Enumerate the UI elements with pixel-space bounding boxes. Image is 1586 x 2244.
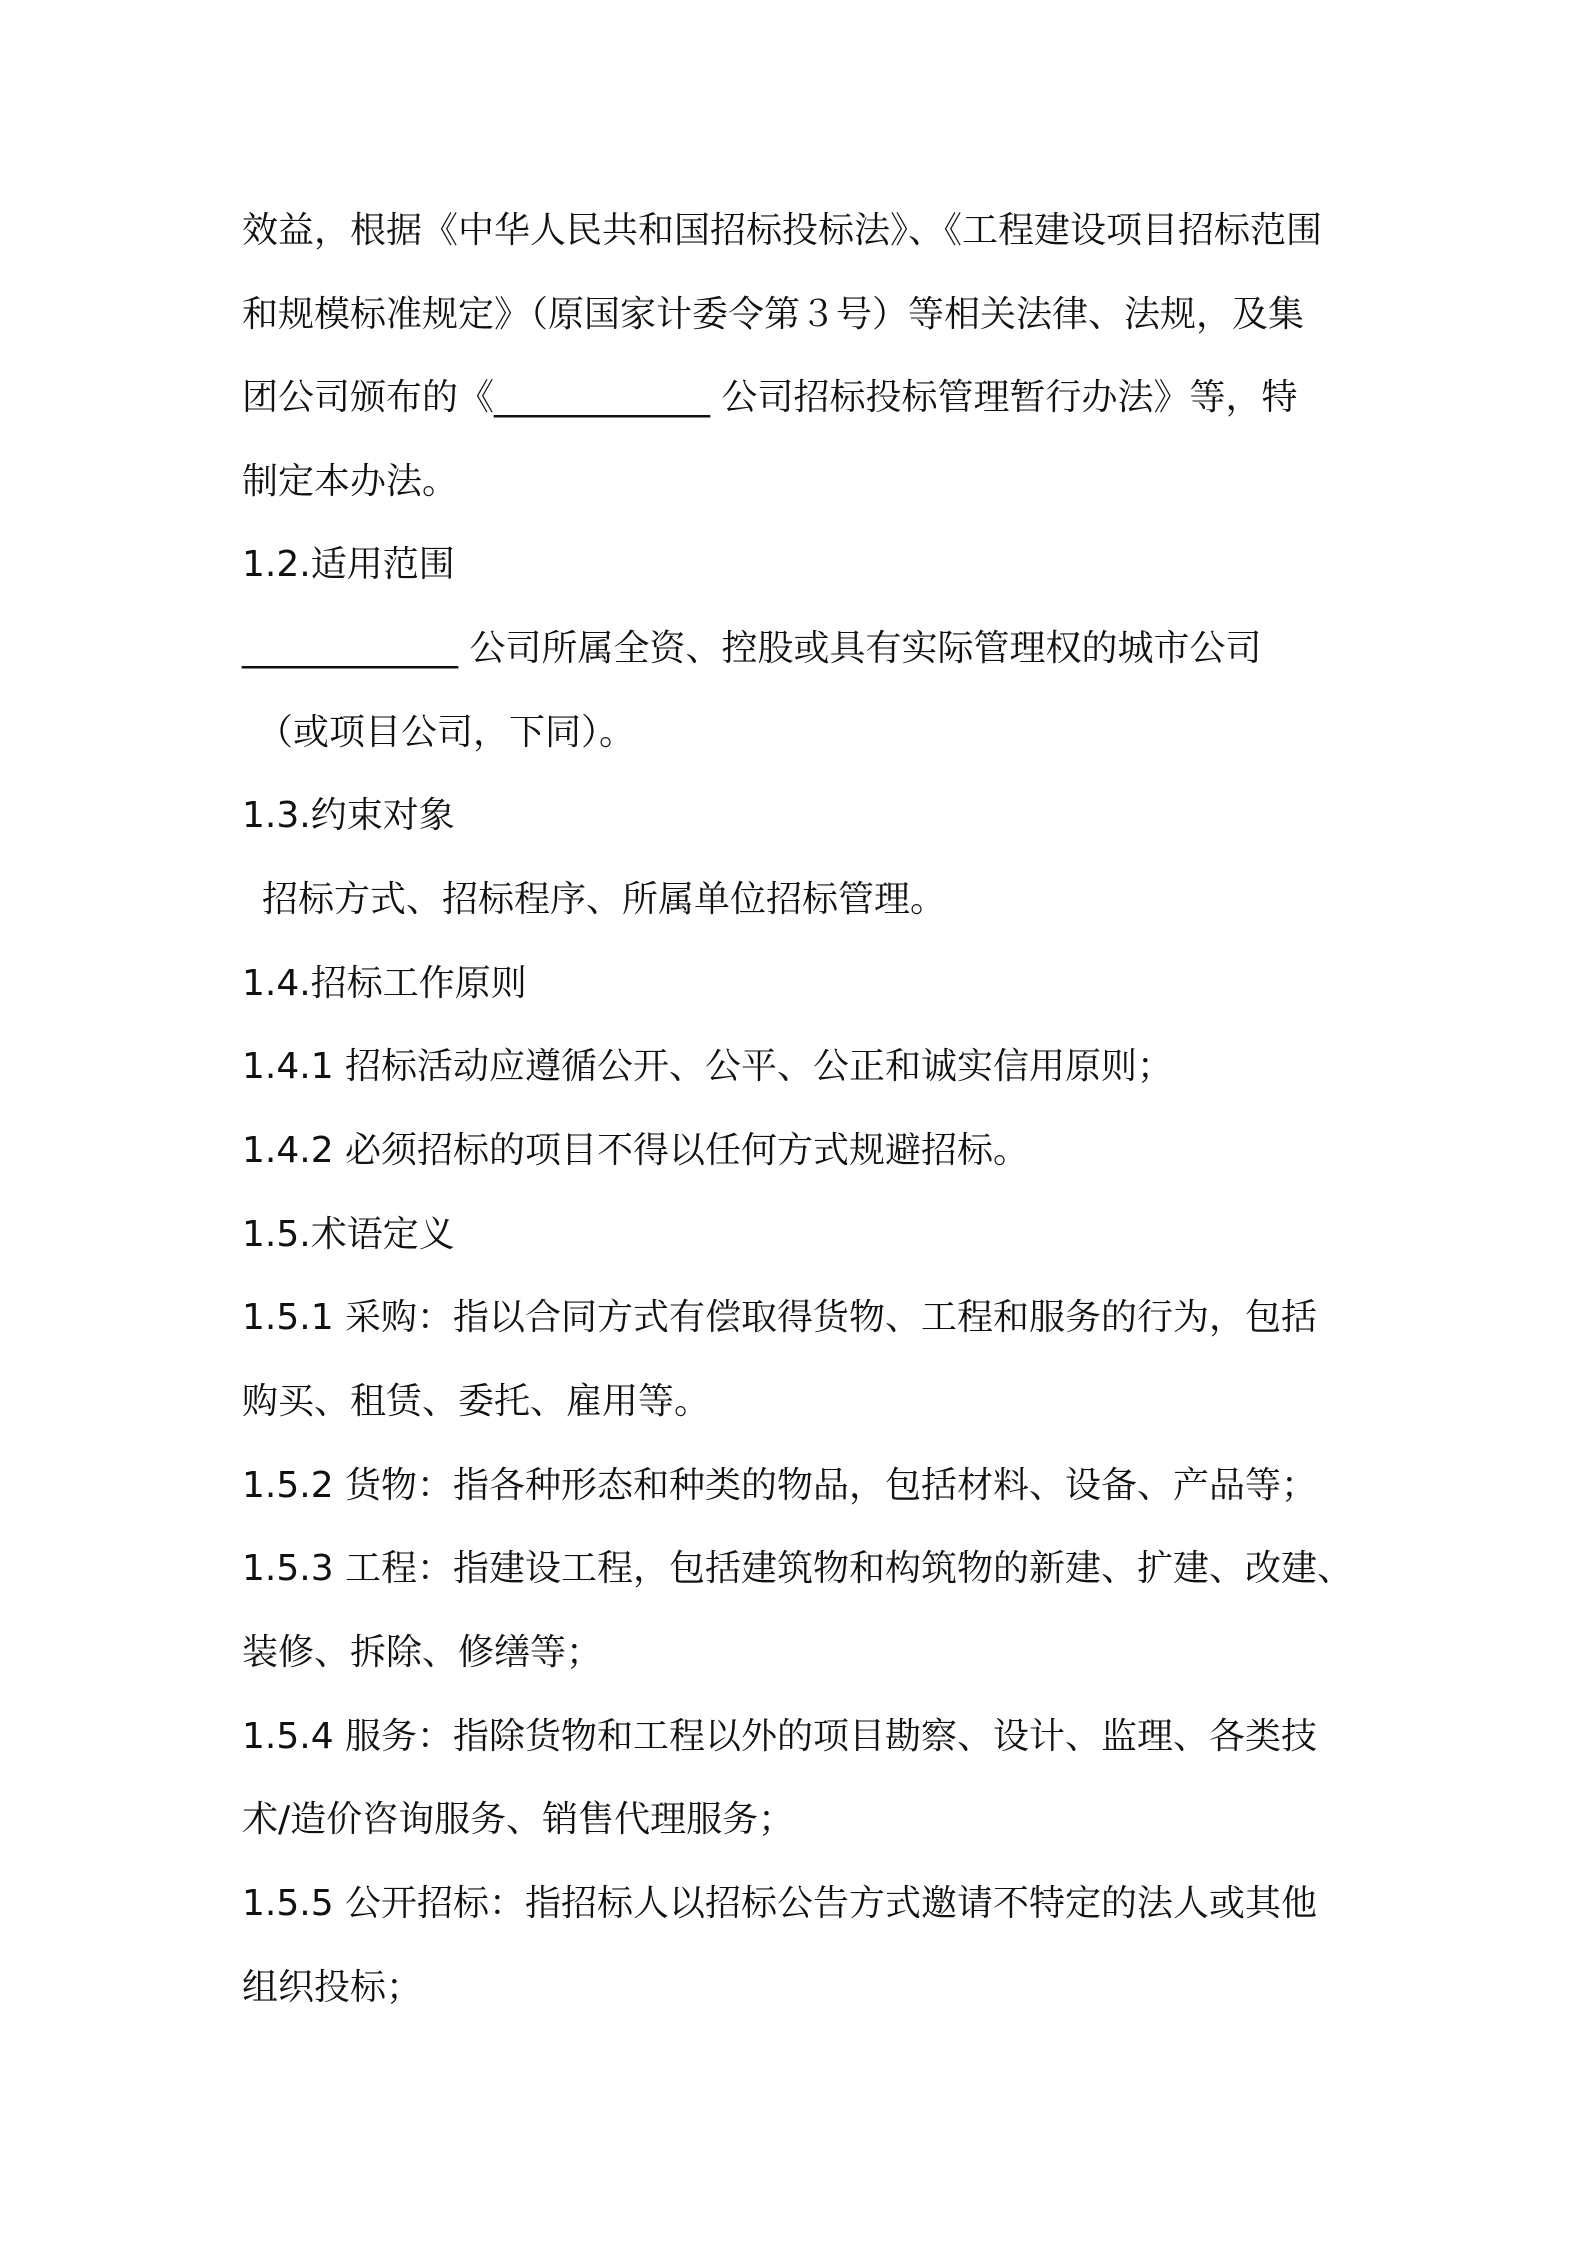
paragraph-line: 术/造价咨询服务、销售代理服务； — [242, 1799, 795, 1840]
paragraph-line: ____________ 公司所属全资、控股或具有实际管理权的城市公司 — [242, 628, 1262, 669]
paragraph-line: 招标方式、招标程序、所属单位招标管理。 — [262, 879, 947, 920]
clause-1-4-2: 1.4.2 必须招标的项目不得以任何方式规避招标。 — [242, 1130, 1030, 1171]
clause-1-5-3: 1.5.3 工程：指建设工程，包括建筑物和构筑物的新建、扩建、改建、 — [242, 1548, 1354, 1589]
paragraph-line: 组织投标； — [242, 1967, 423, 2008]
clause-1-5-5: 1.5.5 公开招标：指招标人以招标公告方式邀请不特定的法人或其他 — [242, 1883, 1318, 1924]
paragraph-line: 和规模标准规定》（原国家计委令第３号）等相关法律、法规，及集 — [242, 294, 1305, 335]
paragraph-line: （或项目公司，下同）。 — [257, 712, 636, 753]
paragraph-line: 团公司颁布的《____________ 公司招标投标管理暂行办法》等，特 — [242, 377, 1298, 418]
paragraph-line: 装修、拆除、修缮等； — [242, 1632, 603, 1673]
section-heading-1-3: 1.3.约束对象 — [242, 795, 455, 836]
paragraph-line: 购买、租赁、委托、雇用等。 — [242, 1381, 711, 1422]
section-heading-1-5: 1.5.术语定义 — [242, 1214, 455, 1255]
paragraph-line: 制定本办法。 — [242, 461, 459, 502]
paragraph-line: 效益，根据《中华人民共和国招标投标法》、《工程建设项目招标范围 — [242, 210, 1323, 251]
clause-1-5-4: 1.5.4 服务：指除货物和工程以外的项目勘察、设计、监理、各类技 — [242, 1716, 1318, 1757]
clause-1-5-1: 1.5.1 采购：指以合同方式有偿取得货物、工程和服务的行为，包括 — [242, 1297, 1318, 1338]
section-heading-1-4: 1.4.招标工作原则 — [242, 963, 527, 1004]
section-heading-1-2: 1.2.适用范围 — [242, 544, 455, 585]
clause-1-5-2: 1.5.2 货物：指各种形态和种类的物品，包括材料、设备、产品等； — [242, 1465, 1318, 1506]
clause-1-4-1: 1.4.1 招标活动应遵循公开、公平、公正和诚实信用原则； — [242, 1046, 1174, 1087]
